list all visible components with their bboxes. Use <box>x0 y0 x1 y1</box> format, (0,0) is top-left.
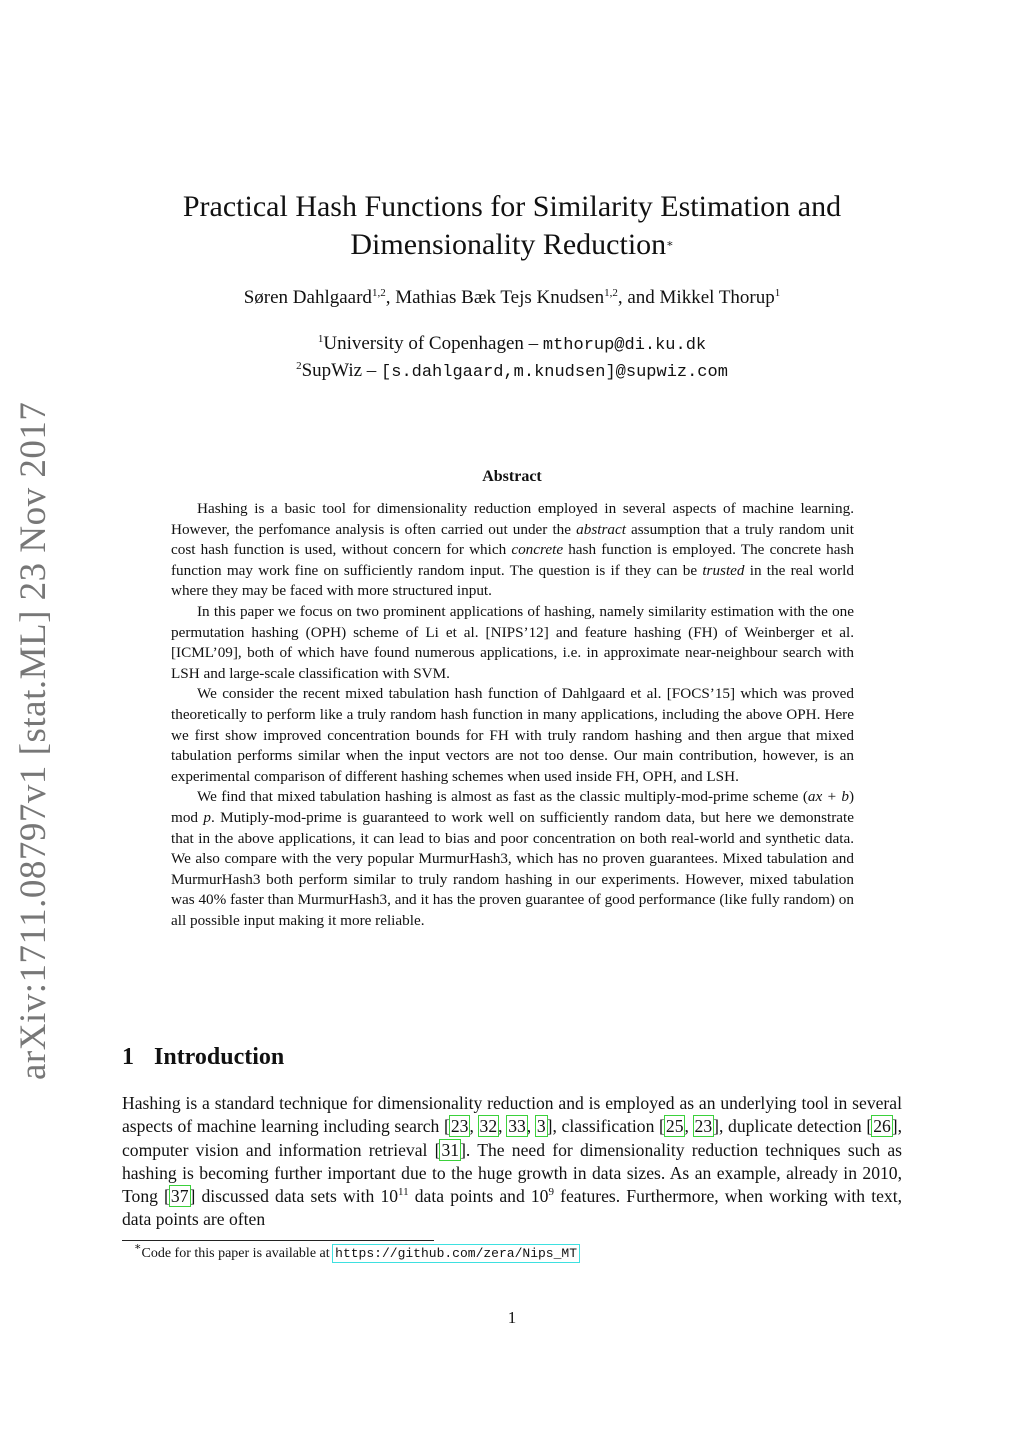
title-line-2 <box>100 226 924 264</box>
intro-separator: , <box>526 1116 536 1137</box>
code-repository-link[interactable]: https://github.com/zera/Nips_MT <box>335 1246 577 1261</box>
citation-link[interactable]: 32 <box>479 1116 498 1137</box>
intro-text-6: ] discussed data sets with <box>189 1186 381 1207</box>
affiliation-1-email[interactable]: mthorup@di.ku.dk <box>542 336 707 355</box>
abstract-p4-text-b: ) mod <box>171 788 854 826</box>
power-exponent: 9 <box>548 1186 554 1199</box>
intro-text-2: ], classification [ <box>546 1116 665 1137</box>
abstract-paragraph-2: In this paper we focus on two prominent applications of hashing, namely similarity estimation with the one permutation hashing (OPH) scheme of Li et al. [NIPS’12] and feature hashing (FH) of Weinberger et al. [ICML’09], both of which have found numerous applications, i.e. in approximate near-neighbour search with LSH and large-scale classification with SVM. <box>171 602 854 682</box>
footnote-divider <box>122 1240 434 1241</box>
abstract-p4-text-a: We find that mixed tabulation hashing is almost as fast as the classic multiply-mod-prime scheme ( <box>197 788 808 806</box>
abstract-p1-text-a: Hashing is a basic tool for dimensionality reduction employed in several aspects of machine learning. However, the perfomance analysis is often carried out under the <box>171 500 854 538</box>
citation-link[interactable]: 26 <box>873 1116 891 1137</box>
intro-text-4: ], computer vision and information retrieval [ <box>122 1116 903 1160</box>
citation-link[interactable]: 3 <box>536 1116 546 1137</box>
author-1-affil: 1,2 <box>371 287 386 299</box>
affiliation-1-mark: 1 <box>317 333 324 345</box>
author-3: , and Mikkel Thorup <box>617 287 775 308</box>
abstract-p4-math-expression: ax + b <box>807 788 849 806</box>
abstract-p1-text-b: assumption that a truly random unit cost hash function is used, without concern for which <box>171 520 854 559</box>
abstract-heading: Abstract <box>482 468 542 485</box>
power-base: 10 <box>380 1186 399 1207</box>
power-exponent: 11 <box>398 1186 409 1199</box>
abstract-p1-text-d: in the real world where they may be faced with more structured input. <box>171 561 854 600</box>
citation-link[interactable]: 23 <box>450 1116 469 1137</box>
author-2: , Mathias Bæk Tejs Knudsen <box>385 287 605 308</box>
intro-text-5: ]. The need for dimensionality reduction techniques such as hashing is becoming further important due to the huge growth in data sizes. As an example, already in 2010, Tong [ <box>122 1139 902 1207</box>
affiliation-2-mark: 2 <box>296 360 302 372</box>
author-1: Søren Dahlgaard <box>243 287 372 308</box>
section-number: 1 <box>122 1044 134 1070</box>
abstract-paragraph-1 <box>171 499 854 602</box>
intro-separator: , <box>469 1116 479 1137</box>
power-base: 10 <box>530 1186 549 1207</box>
title-line-2-text: Dimensionality Reduction <box>350 228 667 261</box>
affiliation-1-text: University of Copenhagen – <box>323 333 543 354</box>
abstract-p1-emphasis-abstract: abstract <box>576 520 626 538</box>
citation-link[interactable]: 31 <box>441 1139 460 1160</box>
author-list <box>100 287 924 309</box>
section-title: Introduction <box>154 1044 285 1070</box>
affiliation-2-email[interactable]: [s.dahlgaard,m.knudsen]@supwiz.com <box>381 363 728 382</box>
affiliation-2-text: SupWiz – <box>301 360 382 381</box>
abstract-p4-math-p: p <box>203 808 211 826</box>
paper-title <box>100 188 924 264</box>
citation-link[interactable]: 25 <box>665 1116 684 1137</box>
section-heading-introduction <box>122 1044 284 1071</box>
intro-text-8: features. Furthermore, when working with text, data points are often <box>122 1186 902 1230</box>
citation-link[interactable]: 33 <box>508 1116 526 1137</box>
title-line-1: Practical Hash Functions for Similarity Estimation and <box>182 190 842 223</box>
intro-text-3: ], duplicate detection [ <box>713 1116 873 1137</box>
intro-text-1: Hashing is a standard technique for dimensionality reduction and is employed as an underlying tool in several aspects of machine learning including search [ <box>122 1093 902 1137</box>
intro-separator: , <box>498 1116 508 1137</box>
introduction-paragraph <box>122 1092 902 1232</box>
author-3-affil: 1 <box>774 287 781 299</box>
page-number: 1 <box>507 1308 517 1327</box>
abstract-p1-text-c: hash function is employed. The concrete hash function may work fine on sufficiently random input. The question is if they can be <box>171 541 854 579</box>
affiliations <box>100 331 924 385</box>
author-2-affil: 1,2 <box>604 287 618 299</box>
abstract-p1-emphasis-trusted: trusted <box>702 561 745 579</box>
footnote-text: Code for this paper is available at <box>141 1246 334 1261</box>
footnote <box>134 1241 579 1262</box>
intro-text-7: data points and <box>408 1186 531 1207</box>
abstract-p4-text-c: . Mutiply-mod-prime is guaranteed to work well on sufficiently random data, but here we demonstrate that in the above applications, it can lead to bias and poor concentration on both real-world and synthetic data. We also compare with the very popular MurmurHash3, which has no proven guarantees. Mixed tabulation and MurmurHash3 both perform similar to truly random hashing in our experiments. However, mixed tabulation was 40% faster than MurmurHash3, and it has the proven guarantee of good performance (like fully random) on all possible input making it more reliable. <box>171 808 854 929</box>
abstract-body <box>171 499 854 931</box>
title-footnote-mark[interactable]: ∗ <box>666 238 674 250</box>
footnote-mark: ∗ <box>134 1241 142 1253</box>
abstract-p1-emphasis-concrete: concrete <box>511 541 564 559</box>
intro-separator: , <box>684 1116 694 1137</box>
citation-link[interactable]: 37 <box>170 1186 189 1207</box>
arxiv-identifier-stamp: arXiv:1711.08797v1 [stat.ML] 23 Nov 2017 <box>13 401 54 1080</box>
affiliation-1 <box>100 331 924 358</box>
abstract-paragraph-3: We consider the recent mixed tabulation hash function of Dahlgaard et al. [FOCS’15] which was proved theoretically to perform like a truly random hash function in many applications, including the above OPH. Here we first show improved concentration bounds for FH with truly random hashing and then argue that mixed tabulation performs similar when the input vectors are not too dense. Our main contribution, however, is an experimental comparison of different hashing schemes when used inside FH, OPH, and LSH. <box>171 685 854 785</box>
affiliation-2 <box>100 358 924 385</box>
abstract-paragraph-4 <box>171 787 854 931</box>
citation-link[interactable]: 23 <box>694 1116 713 1137</box>
